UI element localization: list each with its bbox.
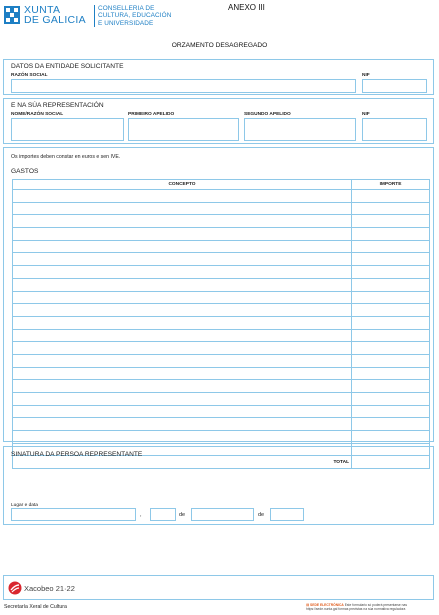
sede-icon: ▤ [306, 603, 310, 607]
concept-cell[interactable] [13, 393, 352, 406]
entity-section [3, 59, 434, 95]
expense-row [13, 202, 430, 215]
expense-row [13, 253, 430, 266]
concept-cell[interactable] [13, 266, 352, 279]
concept-cell[interactable] [13, 190, 352, 203]
de-separator-2: de [258, 512, 265, 518]
sede-url[interactable]: https://sede.xunta.gal [306, 607, 338, 611]
sede-label: SEDE ELECTRÓNICA [310, 603, 344, 607]
expense-row [13, 240, 430, 253]
concept-cell[interactable] [13, 367, 352, 380]
expense-row [13, 190, 430, 203]
company-name-label: RAZÓN SOCIAL [11, 73, 48, 78]
concept-cell[interactable] [13, 202, 352, 215]
concept-cell[interactable] [13, 304, 352, 317]
annex-label: ANEXO III [228, 3, 265, 12]
xunta-logo-text: XUNTA DE GALICIA [24, 4, 86, 26]
expense-row [13, 342, 430, 355]
day-field[interactable] [150, 508, 176, 521]
expense-row [13, 278, 430, 291]
xacobeo-label: Xacobeo 21·22 [24, 584, 75, 593]
concept-cell[interactable] [13, 380, 352, 393]
representative-section-title: E NA SÚA REPRESENTACIÓN [11, 102, 104, 109]
amount-cell[interactable] [352, 240, 430, 253]
expense-row [13, 304, 430, 317]
expense-row [13, 393, 430, 406]
expense-row [13, 418, 430, 431]
concept-cell[interactable] [13, 278, 352, 291]
amount-cell[interactable] [352, 354, 430, 367]
concept-cell[interactable] [13, 291, 352, 304]
expense-row [13, 431, 430, 444]
amount-cell[interactable] [352, 342, 430, 355]
amount-cell[interactable] [352, 266, 430, 279]
conselleria-name: CONSELLERIA DE CULTURA, EDUCACIÓN E UNIVERSIDADE [98, 5, 172, 27]
rep-name-label: NOME/RAZÓN SOCIAL [11, 112, 64, 117]
concept-cell[interactable] [13, 431, 352, 444]
total-label: TOTAL [13, 456, 352, 469]
rep-nif-field[interactable] [362, 118, 427, 141]
amount-cell[interactable] [352, 228, 430, 241]
amount-cell[interactable] [352, 291, 430, 304]
month-field[interactable] [191, 508, 254, 521]
amount-cell[interactable] [352, 202, 430, 215]
amount-cell[interactable] [352, 215, 430, 228]
expenses-table [12, 179, 430, 469]
rep-surname1-label: PRIMEIRO APELIDO [128, 112, 175, 117]
entity-nif-field[interactable] [362, 79, 427, 93]
expense-row [13, 367, 430, 380]
concept-column-header: CONCEPTO [13, 180, 352, 190]
amount-column-header: IMPORTE [352, 180, 430, 190]
concept-cell[interactable] [13, 253, 352, 266]
expense-row [13, 215, 430, 228]
company-name-field[interactable] [11, 79, 356, 93]
expense-row [13, 380, 430, 393]
rep-surname2-label: SEGUNDO APELIDO [244, 112, 291, 117]
place-field[interactable] [11, 508, 136, 521]
rep-name-field[interactable] [11, 118, 124, 141]
logo-divider [94, 5, 95, 27]
amount-cell[interactable] [352, 190, 430, 203]
amount-cell[interactable] [352, 253, 430, 266]
amount-cell[interactable] [352, 316, 430, 329]
xacobeo-logo-icon [8, 581, 22, 595]
concept-cell[interactable] [13, 215, 352, 228]
secretaria-label: Secretaría Xeral de Cultura [4, 604, 67, 610]
expenses-note: Os importes deben constar en euros e sen IVE. [11, 154, 121, 160]
rep-nif-label: NIF [362, 112, 370, 117]
xunta-logo-icon [4, 6, 20, 24]
amount-cell[interactable] [352, 367, 430, 380]
amount-cell[interactable] [352, 418, 430, 431]
expense-row [13, 316, 430, 329]
expense-row [13, 266, 430, 279]
document-title: ORZAMENTO DESAGREGADO [171, 42, 268, 49]
expense-row [13, 354, 430, 367]
signature-title: SINATURA DA PERSOA REPRESENTANTE [11, 451, 143, 458]
amount-cell[interactable] [352, 405, 430, 418]
expense-row [13, 291, 430, 304]
de-separator-1: de [179, 512, 186, 518]
place-date-label: Lugar e data [11, 503, 38, 508]
concept-cell[interactable] [13, 228, 352, 241]
amount-cell[interactable] [352, 380, 430, 393]
amount-cell[interactable] [352, 278, 430, 291]
concept-cell[interactable] [13, 329, 352, 342]
concept-cell[interactable] [13, 418, 352, 431]
concept-cell[interactable] [13, 354, 352, 367]
entity-section-title: DATOS DA ENTIDADE SOLICITANTE [11, 63, 124, 70]
expense-row [13, 405, 430, 418]
rep-surname1-field[interactable] [128, 118, 239, 141]
amount-cell[interactable] [352, 431, 430, 444]
rep-surname2-field[interactable] [244, 118, 356, 141]
expenses-title: GASTOS [11, 168, 39, 175]
comma-separator: , [140, 512, 142, 518]
year-field[interactable] [270, 508, 304, 521]
concept-cell[interactable] [13, 342, 352, 355]
amount-cell[interactable] [352, 329, 430, 342]
concept-cell[interactable] [13, 405, 352, 418]
entity-nif-label: NIF [362, 73, 370, 78]
representative-section [3, 98, 434, 144]
amount-cell[interactable] [352, 393, 430, 406]
amount-cell[interactable] [352, 304, 430, 317]
concept-cell[interactable] [13, 240, 352, 253]
sede-electronica-notice: ▤ SEDE ELECTRÓNICA Este formulario só poderá presentarse nas https://sede.xunta.gal formas previstas na súa normativa reguladora [306, 603, 407, 611]
signature-section [3, 446, 434, 525]
expense-row [13, 329, 430, 342]
concept-cell[interactable] [13, 316, 352, 329]
expense-row [13, 228, 430, 241]
